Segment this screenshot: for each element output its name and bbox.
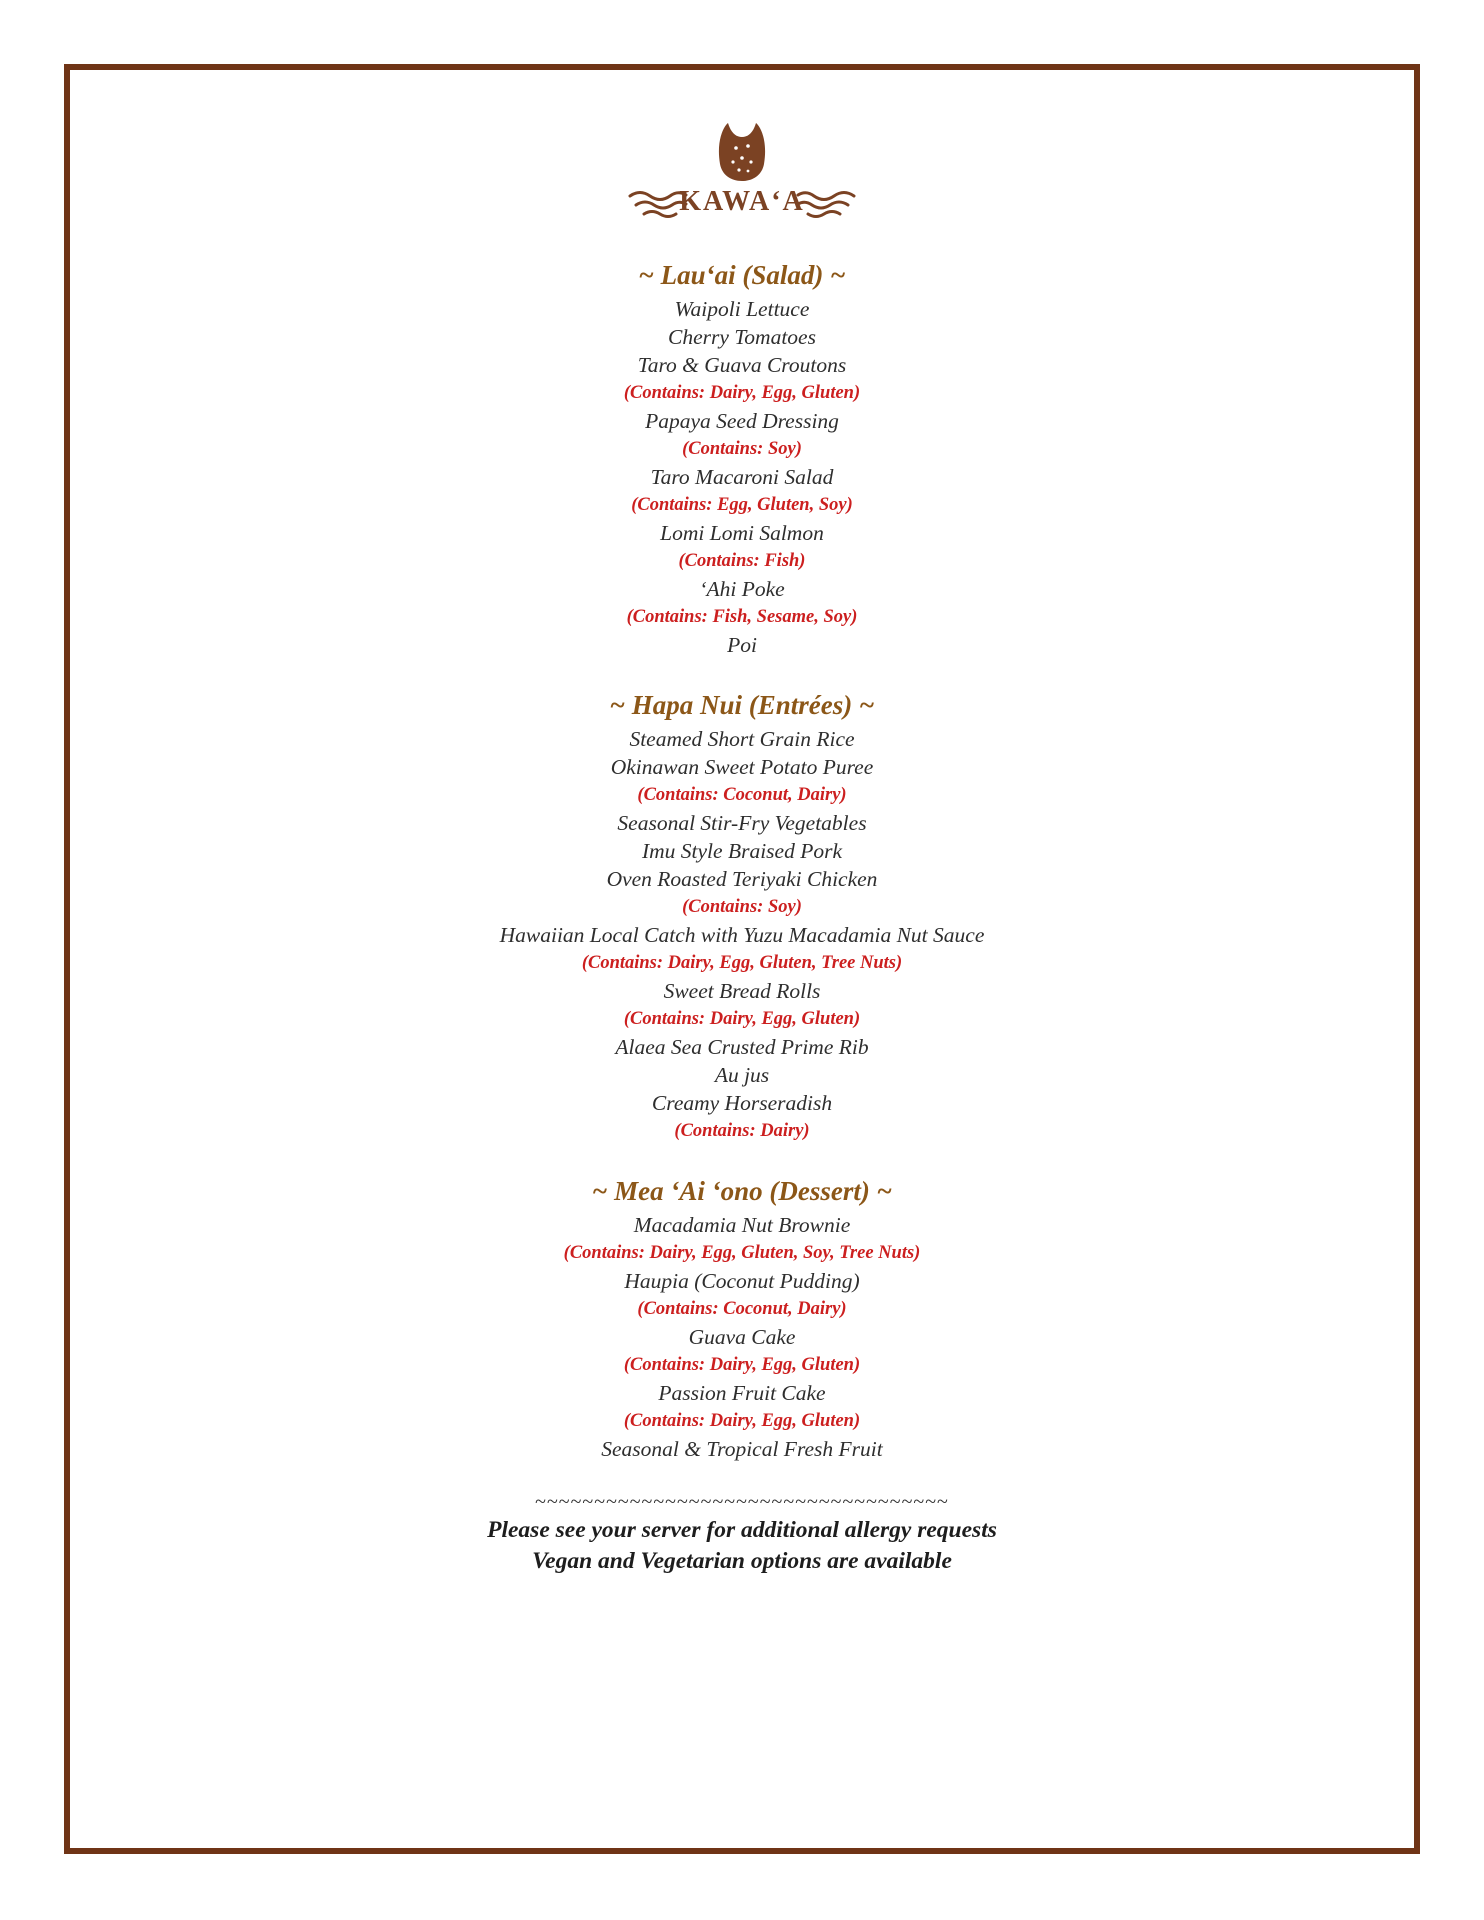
kawaa-logo bbox=[612, 118, 872, 241]
allergy-note: (Contains: Dairy, Egg, Gluten, Tree Nuts) bbox=[581, 953, 903, 973]
menu-item: Seasonal Stir-Fry Vegetables bbox=[617, 811, 867, 835]
allergy-note: (Contains: Dairy, Egg, Gluten) bbox=[623, 1009, 861, 1029]
menu-item: Seasonal & Tropical Fresh Fruit bbox=[601, 1437, 883, 1461]
menu-item: Papaya Seed Dressing bbox=[645, 409, 839, 433]
allergy-note: (Contains: Fish, Sesame, Soy) bbox=[626, 607, 858, 627]
menu-item: Taro & Guava Croutons bbox=[637, 353, 847, 377]
allergy-note: (Contains: Dairy) bbox=[674, 1121, 810, 1141]
kawaa-logo-graphic bbox=[612, 118, 872, 236]
menu-item: Macadamia Nut Brownie bbox=[633, 1213, 851, 1237]
section-title: ~ Hapa Nui (Entrées) ~ bbox=[609, 690, 875, 720]
menu-item: Taro Macaroni Salad bbox=[650, 465, 834, 489]
allergy-note: (Contains: Dairy, Egg, Gluten, Soy, Tree Nuts) bbox=[563, 1243, 921, 1263]
footer-divider: ~~~~~~~~~~~~~~~~~~~~~~~~~~~~~~~~~~~ bbox=[535, 1491, 949, 1513]
allergy-note: (Contains: Soy) bbox=[682, 439, 802, 459]
menu-footer bbox=[70, 1489, 1414, 1577]
menu-page-border bbox=[64, 64, 1420, 1854]
menu-item: ‘Ahi Poke bbox=[699, 577, 785, 601]
menu-item: Guava Cake bbox=[688, 1325, 796, 1349]
allergy-note: (Contains: Dairy, Egg, Gluten) bbox=[623, 383, 861, 403]
menu-section bbox=[70, 689, 1414, 1145]
menu-item: Steamed Short Grain Rice bbox=[629, 727, 855, 751]
menu-sections bbox=[70, 259, 1414, 1463]
logo-text: KAWAʻA bbox=[679, 186, 805, 217]
footer-allergy-note: Please see your server for additional allergy requests bbox=[487, 1517, 997, 1543]
allergy-note: (Contains: Coconut, Dairy) bbox=[637, 785, 847, 805]
menu-item: Alaea Sea Crusted Prime Rib bbox=[615, 1035, 869, 1059]
right-wave-icon bbox=[798, 193, 854, 217]
menu-item: Haupia (Coconut Pudding) bbox=[624, 1269, 860, 1293]
menu-item: Oven Roasted Teriyaki Chicken bbox=[606, 867, 878, 891]
menu-item: Cherry Tomatoes bbox=[668, 325, 816, 349]
menu-item: Imu Style Braised Pork bbox=[641, 839, 843, 863]
menu-content bbox=[70, 70, 1414, 1848]
footer-vegan-note: Vegan and Vegetarian options are available bbox=[532, 1548, 952, 1574]
menu-item: Creamy Horseradish bbox=[651, 1091, 833, 1115]
allergy-note: (Contains: Coconut, Dairy) bbox=[637, 1299, 847, 1319]
owl-icon bbox=[719, 123, 765, 181]
allergy-note: (Contains: Egg, Gluten, Soy) bbox=[631, 495, 853, 515]
menu-section bbox=[70, 1175, 1414, 1463]
allergy-note: (Contains: Dairy, Egg, Gluten) bbox=[623, 1355, 861, 1375]
menu-item: Passion Fruit Cake bbox=[658, 1381, 826, 1405]
menu-item: Sweet Bread Rolls bbox=[663, 979, 821, 1003]
menu-item: Okinawan Sweet Potato Puree bbox=[610, 755, 874, 779]
section-title: ~ Mea ‘Ai ‘ono (Dessert) ~ bbox=[592, 1176, 892, 1206]
menu-item: Poi bbox=[727, 633, 757, 657]
allergy-note: (Contains: Fish) bbox=[678, 551, 806, 571]
left-wave-icon bbox=[630, 193, 686, 217]
allergy-note: (Contains: Soy) bbox=[682, 897, 802, 917]
menu-section bbox=[70, 259, 1414, 659]
menu-item: Lomi Lomi Salmon bbox=[660, 521, 824, 545]
menu-item: Hawaiian Local Catch with Yuzu Macadamia Nut Sauce bbox=[499, 923, 985, 947]
section-title: ~ Lau‘ai (Salad) ~ bbox=[638, 260, 846, 290]
menu-item: Au jus bbox=[714, 1063, 770, 1087]
menu-item: Waipoli Lettuce bbox=[674, 297, 810, 321]
allergy-note: (Contains: Dairy, Egg, Gluten) bbox=[623, 1411, 861, 1431]
